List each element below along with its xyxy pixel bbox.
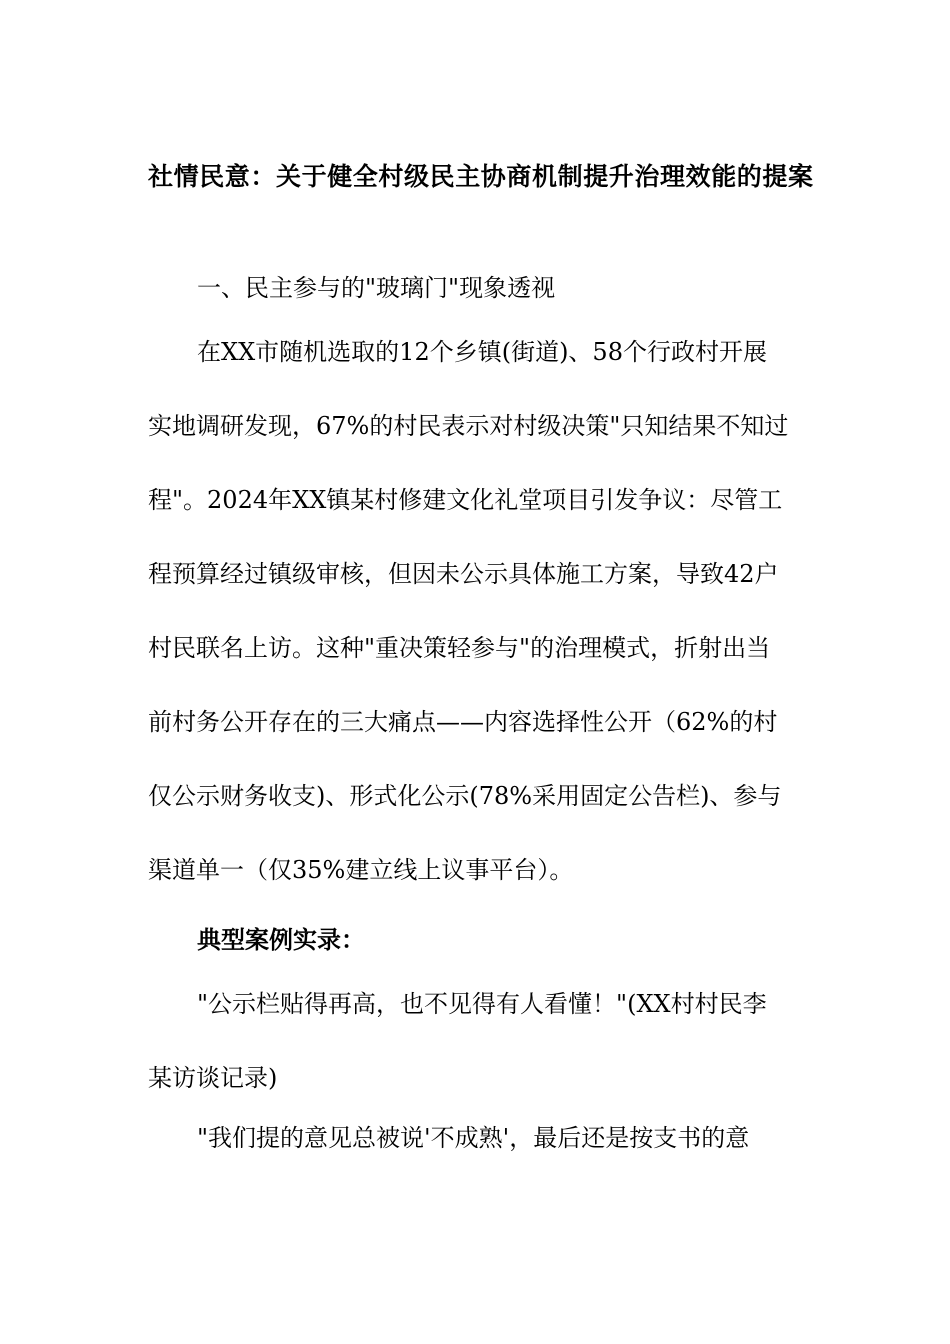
paragraph-line: 村民联名上访。这种"重决策轻参与"的治理模式，折射出当 bbox=[148, 634, 771, 662]
quote-line: "公示栏贴得再高，也不见得有人看懂！"(XX村村民李 bbox=[197, 990, 767, 1018]
section-heading: 一、民主参与的"玻璃门"现象透视 bbox=[197, 274, 556, 302]
paragraph-line: 渠道单一（仅35%建立线上议事平台）。 bbox=[148, 856, 574, 884]
paragraph-line: 程"。2024年XX镇某村修建文化礼堂项目引发争议：尽管工 bbox=[148, 486, 783, 514]
case-subheading: 典型案例实录： bbox=[197, 925, 365, 954]
paragraph-line: 实地调研发现，67%的村民表示对村级决策"只知结果不知过 bbox=[148, 412, 789, 440]
paragraph-line: 前村务公开存在的三大痛点——内容选择性公开（62%的村 bbox=[148, 708, 778, 736]
paragraph-1 bbox=[148, 334, 808, 926]
quote-line: 某访谈记录) bbox=[148, 1064, 278, 1092]
document-title: 社情民意：关于健全村级民主协商机制提升治理效能的提案 bbox=[148, 162, 814, 191]
paragraph-line: 仅公示财务收支)、形式化公示(78%采用固定公告栏)、参与 bbox=[148, 782, 782, 810]
quote-1 bbox=[148, 986, 808, 1134]
paragraph-line: 在XX市随机选取的12个乡镇(街道)、58个行政村开展 bbox=[197, 338, 767, 366]
paragraph-line: 程预算经过镇级审核，但因未公示具体施工方案，导致42户 bbox=[148, 560, 779, 588]
quote-line: "我们提的意见总被说'不成熟'，最后还是按支书的意 bbox=[197, 1124, 750, 1152]
quote-2 bbox=[148, 1120, 808, 1194]
